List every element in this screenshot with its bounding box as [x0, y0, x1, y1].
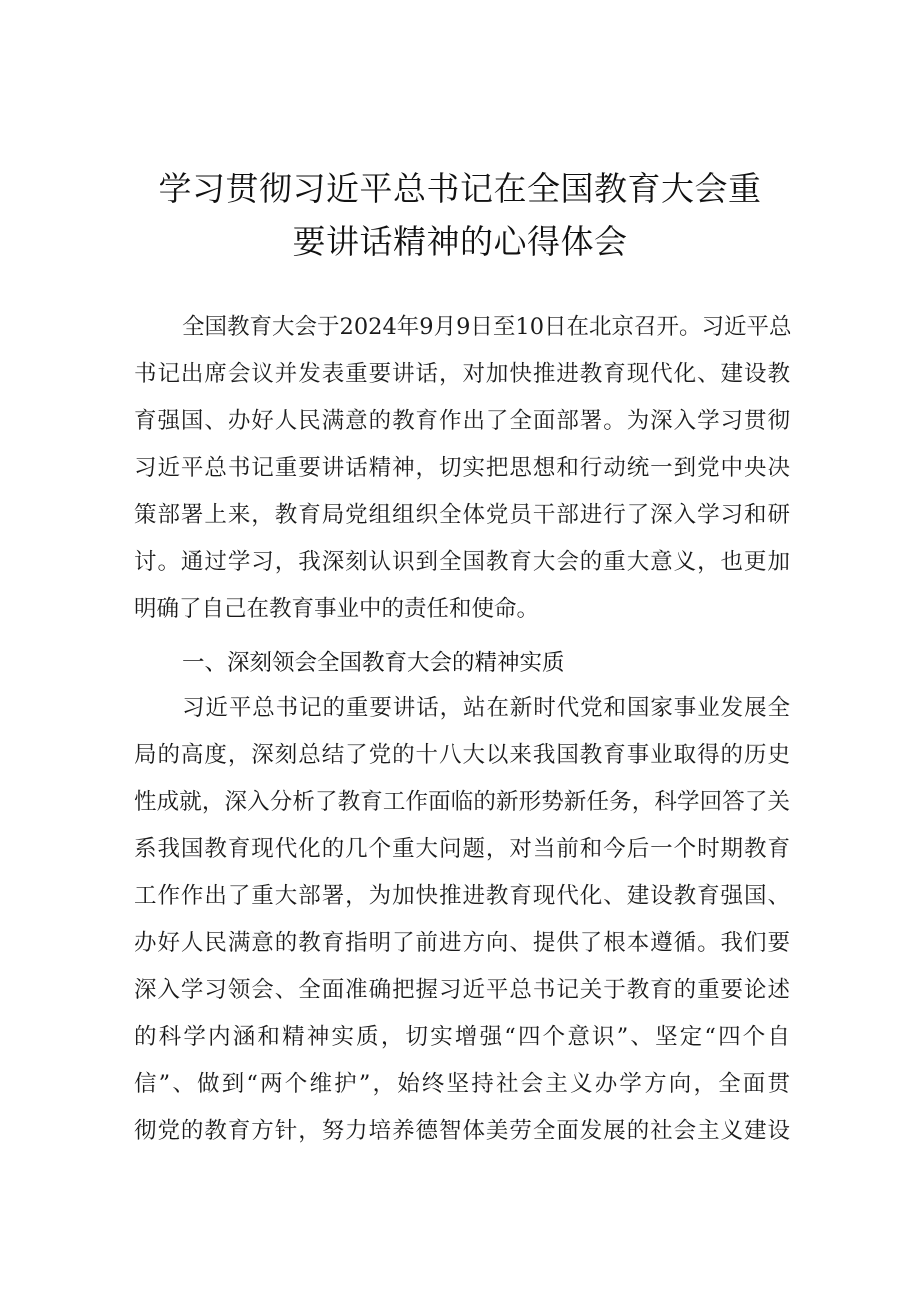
- paragraph-intro: [134, 304, 790, 633]
- document-title: [120, 162, 800, 268]
- text-line: 深入学习领会、全面准确把握习近平总书记关于教育的重要论述: [134, 977, 790, 1003]
- text-line: 全国教育大会于2024年9月9日至10日在北京召开。习近平总: [182, 314, 792, 340]
- paragraph-section-1: [134, 685, 790, 1155]
- text-line: 策部署上来，教育局党组组织全体党员干部进行了深入学习和研: [134, 502, 790, 528]
- text-line: 性成就，深入分析了教育工作面临的新形势新任务，科学回答了关: [134, 789, 790, 815]
- text-line: 办好人民满意的教育指明了前进方向、提供了根本遵循。我们要: [134, 930, 790, 956]
- text-line: 工作作出了重大部署，为加快推进教育现代化、建设教育强国、: [134, 883, 790, 909]
- text-line: 讨。通过学习，我深刻认识到全国教育大会的重大意义，也更加: [134, 549, 790, 575]
- text-line: 习近平总书记重要讲话精神，切实把思想和行动统一到党中央决: [134, 455, 790, 481]
- text-line: 育强国、办好人民满意的教育作出了全面部署。为深入学习贯彻: [134, 408, 790, 434]
- section-heading: 一、深刻领会全国教育大会的精神实质: [182, 650, 565, 676]
- text-line: 局的高度，深刻总结了党的十八大以来我国教育事业取得的历史: [134, 742, 790, 768]
- text-line: 的科学内涵和精神实质，切实增强“四个意识”、坚定“四个自: [134, 1024, 790, 1050]
- title-line: 要讲话精神的心得体会: [292, 222, 628, 261]
- text-line: 彻党的教育方针，努力培养德智体美劳全面发展的社会主义建设: [134, 1118, 790, 1144]
- text-line: 习近平总书记的重要讲话，站在新时代党和国家事业发展全: [182, 695, 790, 721]
- text-line: 书记出席会议并发表重要讲话，对加快推进教育现代化、建设教: [134, 361, 790, 387]
- text-line: 信”、做到“两个维护”，始终坚持社会主义办学方向，全面贯: [134, 1071, 790, 1097]
- text-line: 明确了自己在教育事业中的责任和使命。: [134, 596, 540, 622]
- text-line: 系我国教育现代化的几个重大问题，对当前和今后一个时期教育: [134, 836, 790, 862]
- title-line: 学习贯彻习近平总书记在全国教育大会重: [158, 169, 762, 208]
